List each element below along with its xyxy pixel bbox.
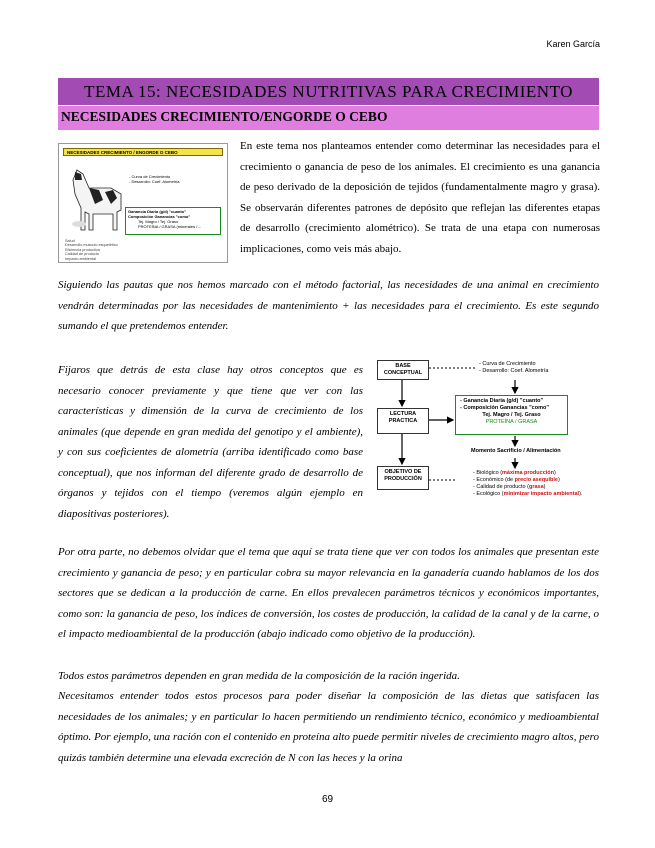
box-lectura-practica: LECTURA PRACTICA	[377, 408, 429, 434]
thumbnail-bottom-item: Desarrollo musculo esquelético	[65, 243, 118, 248]
thumbnail-list	[129, 174, 179, 184]
growth-box-line: Tej. Magro / Tej. Graso	[482, 412, 541, 418]
concepts-paragraph: Fijaros que detrás de esta clase hay otros conceptos que es necesario conocer previamente y que tiene que ver con las características y dimensión de la curva de crecimiento de los animales (que depende en gran medida del genotipo y el ambiente), y con sus coeficientes de alometría (arriba identificado como base conceptual), que nos informan del diferente grado de desarrollo de órganos y tejidos con el tiempo (veremos algún ejemplo en diapositivas posteriores).	[58, 364, 363, 520]
thumbnail-list-item: - Curva de Crecimiento	[129, 174, 171, 179]
header-author: Karen García	[546, 39, 600, 49]
thumbnail-heading: NECESIDADES CRECIMIENTO / ENGORDE O CEBO	[63, 148, 223, 156]
diagram-top-item: - Desarrollo: Coef. Alometría	[479, 368, 549, 374]
diagram-top-list	[479, 361, 548, 375]
slide-thumbnail	[58, 143, 228, 263]
diagram-objetivos-list	[473, 470, 582, 498]
thumbnail-bottom-item: Eficiencia productiva	[65, 247, 100, 252]
objetivo-item: - Económico (de precio asequible)	[473, 477, 560, 483]
diagram-top-item: - Curva de Crecimiento	[479, 361, 536, 367]
thumbnail-bottom-item: Salud	[65, 239, 75, 243]
dog-illustration	[61, 158, 127, 238]
chapter-title: TEMA 15: NECESIDADES NUTRITIVAS PARA CRECIMIENTO	[58, 78, 599, 105]
section-subtitle: NECESIDADES CRECIMIENTO/ENGORDE O CEBO	[58, 106, 599, 130]
factorial-paragraph: Siguiendo las pautas que nos hemos marcado con el método factorial, las necesidades de una animal en crecimiento vendrán determinadas por las necesidades de mantenimiento + las necesidades para el crecimiento. Es este segundo sumando el que pretendemos entender.	[58, 279, 599, 332]
thumbnail-gbox-line: Ganancia Diaria (g/d) "cuanto"	[128, 209, 187, 214]
thumbnail-bottom-item: Impacto ambiental	[65, 256, 97, 261]
objetivo-item: - Calidad de producto (grasa)	[473, 484, 546, 490]
ration-paragraph: Todos estos parámetros dependen en gran medida de la composición de la ración ingerida.	[58, 670, 460, 682]
thumbnail-bottom-list	[65, 239, 118, 261]
thumbnail-bottom-item: Calidad de producto	[65, 252, 99, 257]
diagram-momento: Momento Sacrificio / Alimentación	[471, 448, 561, 454]
growth-box-line: PROTEÍNA / GRASA	[485, 419, 538, 425]
diet-design-paragraph: Necesitamos entender todos estos procesos para poder diseñar la composición de las dietas que satisfacen las necesidades de los animales; y en particular lo hacen permitiendo un rendimiento técnico, económico y medioambiental óptimo. Por ejemplo, una ración con el contenido en proteína alto puede permitir niveles de crecimiento magro altos, pero quizás también determine una elevada excreción de N con las heces y la orina	[58, 690, 599, 764]
growth-box-line: - Composición Ganancias "como"	[460, 405, 549, 411]
thumbnail-gbox-line: PROTEÍNA / GRASA (minerales /…	[138, 224, 202, 229]
thumbnail-gbox-line: Composición Ganancias "como"	[128, 214, 191, 219]
intro-paragraph: En este tema nos planteamos entender como determinar las necesidades para el crecimiento o ganancia de peso de los animales. El crecimiento es una ganancia de peso derivado de la deposición de tejidos (fundamentalmente magro y grasa). Se observarán diferentes patrones de depósito que reflejan las diferentes etapas de desarrollo (crecimiento alométrico). Se trata de una etapa con numerosas implicaciones, como veis más abajo.	[240, 140, 600, 255]
growth-box-line: - Ganancia Diaria (g/d) "cuanto"	[460, 398, 544, 404]
thumbnail-list-item: - Desarrollo: Coef. Alometría	[129, 179, 180, 184]
diagram-growth-box	[455, 395, 568, 435]
thumbnail-growth-box	[125, 207, 221, 235]
objetivo-item: - Biológico (máxima producción)	[473, 470, 556, 476]
objetivo-item: - Ecológico (minimizar impacto ambiental).	[473, 491, 583, 497]
box-base-conceptual: BASE CONCEPTUAL	[377, 360, 429, 380]
thumbnail-gbox-line: Tej. Magro / Tej. Graso	[138, 219, 179, 224]
sectors-paragraph: Por otra parte, no debemos olvidar que el tema que aquí se trata tiene que ver con todos los animales que presentan este crecimiento y ganancia de peso; y en particular cobra su mayor relevancia en la ganadería cuando hablamos de los dos sectores que se dedican a la producción de carne. En ellos prevalecen parámetros técnicos y económicos importantes, como son: la ganancia de peso, los índices de conversión, los costes de producción, la calidad de la canal y de la carne, o el impacto medioambiental de la producción (abajo indicado como objetivo de la producción).	[58, 546, 599, 640]
concept-diagram	[375, 358, 600, 508]
box-objetivo-produccion: OBJETIVO DE PRODUCCIÓN	[377, 466, 429, 490]
page-number: 69	[321, 794, 334, 805]
